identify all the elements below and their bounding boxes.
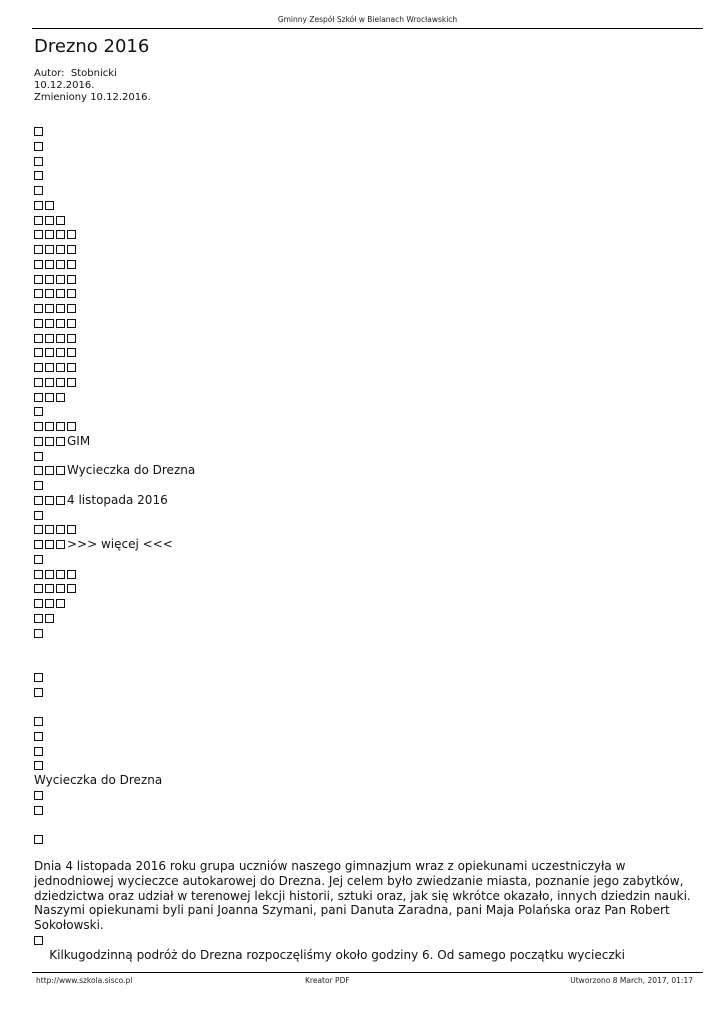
missing-glyph-icon (45, 393, 54, 402)
glyph-row-text: Wycieczka do Drezna (67, 463, 196, 478)
missing-glyph-icon (45, 216, 54, 225)
glyph-row (34, 360, 195, 375)
missing-glyph-icon (34, 127, 43, 136)
missing-glyph-icon (67, 348, 76, 357)
missing-glyph-icon (45, 230, 54, 239)
glyph-row (34, 817, 195, 832)
missing-glyph-icon (34, 289, 43, 298)
glyph-row (34, 345, 195, 360)
missing-glyph-icon (34, 393, 43, 402)
glyph-row (34, 596, 195, 611)
missing-glyph-icon (67, 319, 76, 328)
glyph-row (34, 537, 195, 552)
glyph-row-text: >>> więcej <<< (67, 537, 173, 551)
missing-glyph-icon (45, 319, 54, 328)
glyph-row (34, 626, 195, 641)
glyph-row (34, 758, 195, 773)
glyph-row (34, 434, 195, 449)
glyph-row (34, 286, 195, 301)
missing-glyph-icon (34, 835, 43, 844)
missing-glyph-icon (56, 570, 65, 579)
page-title: Drezno 2016 (34, 36, 150, 57)
missing-glyph-icon (34, 157, 43, 166)
missing-glyph-icon (56, 422, 65, 431)
glyph-row (34, 655, 195, 670)
missing-glyph-icon (56, 466, 65, 475)
missing-glyph-icon (34, 732, 43, 741)
missing-glyph-icon (45, 378, 54, 387)
missing-glyph-icon (56, 525, 65, 534)
missing-glyph-icon (45, 422, 54, 431)
missing-glyph-icon (56, 496, 65, 505)
missing-glyph-icon (34, 540, 43, 549)
paragraph-box (34, 933, 694, 948)
missing-glyph-icon (34, 496, 43, 505)
missing-glyph-icon (34, 378, 43, 387)
glyph-row (34, 404, 195, 419)
glyph-row (34, 316, 195, 331)
missing-glyph-icon (34, 936, 43, 945)
footer-generator: Kreator PDF (305, 976, 350, 985)
missing-glyph-icon (56, 245, 65, 254)
missing-glyph-icon (34, 304, 43, 313)
glyph-row (34, 419, 195, 434)
missing-glyph-icon (34, 806, 43, 815)
missing-glyph-icon (67, 422, 76, 431)
missing-glyph-icon (45, 437, 54, 446)
missing-glyph-icon (56, 348, 65, 357)
missing-glyph-icon (56, 599, 65, 608)
missing-glyph-icon (67, 304, 76, 313)
missing-glyph-icon (34, 673, 43, 682)
glyph-row (34, 699, 195, 714)
glyph-row (34, 522, 195, 537)
glyph-row (34, 272, 195, 287)
missing-glyph-icon (34, 260, 43, 269)
glyph-row (34, 670, 195, 685)
glyph-row (34, 581, 195, 596)
missing-glyph-icon (56, 540, 65, 549)
glyph-row-text: GIM (67, 433, 91, 448)
article-paragraph-continued: Kilkugodzinną podróż do Drezna rozpoczęliśmy około godziny 6. Od samego początku wycieczki (34, 948, 625, 962)
author-line: Autor: Stobnicki (34, 68, 117, 79)
missing-glyph-icon (67, 378, 76, 387)
missing-glyph-icon (67, 525, 76, 534)
header-rule (32, 28, 703, 29)
missing-glyph-icon (34, 525, 43, 534)
missing-glyph-icon (56, 334, 65, 343)
glyph-row (34, 714, 195, 729)
missing-glyph-icon (34, 717, 43, 726)
glyph-row (34, 463, 195, 478)
glyph-row (34, 449, 195, 464)
missing-glyph-icon (34, 275, 43, 284)
missing-glyph-icon (45, 363, 54, 372)
glyph-row (34, 803, 195, 818)
glyph-row (34, 493, 195, 508)
missing-glyph-icon (56, 437, 65, 446)
glyph-row (34, 832, 195, 847)
missing-glyph-icon (56, 378, 65, 387)
article-paragraph: Dnia 4 listopada 2016 roku grupa uczniów naszego gimnazjum wraz z opiekunami uczestniczyła w jednodniowej wycieczce autokarowej do Drezna. Jej celem było zwiedzanie miasta, poznanie jego zabytków, dziedzictwa oraz udział w terenowej lekcji historii, sztuki oraz, jak się wkrótce okazało, innych dziedzin nauki. Naszymi opiekunami byli pani Joanna Szymani, pani Danuta Zaradna, pani Maja Polańska oraz Pan Robert Sokołowski. (34, 859, 691, 932)
missing-glyph-icon (67, 260, 76, 269)
glyph-row (34, 744, 195, 759)
missing-glyph-block (34, 124, 195, 847)
missing-glyph-icon (34, 511, 43, 520)
missing-glyph-icon (34, 422, 43, 431)
glyph-row-text: 4 listopada 2016 (67, 492, 168, 507)
missing-glyph-icon (45, 275, 54, 284)
missing-glyph-icon (45, 334, 54, 343)
missing-glyph-icon (34, 466, 43, 475)
footer-rule (32, 972, 703, 973)
missing-glyph-icon (45, 260, 54, 269)
missing-glyph-icon (45, 201, 54, 210)
glyph-row (34, 198, 195, 213)
missing-glyph-icon (56, 584, 65, 593)
glyph-row (34, 242, 195, 257)
missing-glyph-icon (34, 452, 43, 461)
glyph-row (34, 640, 195, 655)
missing-glyph-icon (45, 466, 54, 475)
modified-date: Zmieniony 10.12.2016. (34, 92, 151, 103)
missing-glyph-icon (56, 304, 65, 313)
missing-glyph-icon (56, 319, 65, 328)
missing-glyph-icon (34, 201, 43, 210)
missing-glyph-icon (34, 230, 43, 239)
missing-glyph-icon (45, 348, 54, 357)
missing-glyph-icon (34, 437, 43, 446)
missing-glyph-icon (34, 555, 43, 564)
footer-created: Utworzono 8 March, 2017, 01:17 (570, 976, 693, 985)
missing-glyph-icon (45, 599, 54, 608)
glyph-row (34, 375, 195, 390)
missing-glyph-icon (67, 570, 76, 579)
missing-glyph-icon (67, 584, 76, 593)
glyph-row (34, 567, 195, 582)
glyph-row (34, 213, 195, 228)
missing-glyph-icon (45, 245, 54, 254)
missing-glyph-icon (45, 525, 54, 534)
glyph-row (34, 331, 195, 346)
missing-glyph-icon (56, 289, 65, 298)
missing-glyph-icon (34, 171, 43, 180)
missing-glyph-icon (34, 747, 43, 756)
missing-glyph-icon (67, 363, 76, 372)
glyph-row (34, 301, 195, 316)
missing-glyph-icon (34, 319, 43, 328)
glyph-row (34, 773, 195, 788)
missing-glyph-icon (56, 393, 65, 402)
missing-glyph-icon (34, 688, 43, 697)
glyph-row (34, 139, 195, 154)
article-meta (34, 68, 151, 104)
missing-glyph-icon (34, 186, 43, 195)
missing-glyph-icon (67, 334, 76, 343)
glyph-row (34, 685, 195, 700)
missing-glyph-icon (34, 791, 43, 800)
publish-date: 10.12.2016. (34, 80, 95, 91)
missing-glyph-icon (45, 496, 54, 505)
glyph-row (34, 508, 195, 523)
glyph-row (34, 168, 195, 183)
glyph-row-text: Wycieczka do Drezna (34, 773, 163, 787)
glyph-row (34, 124, 195, 139)
glyph-row (34, 390, 195, 405)
missing-glyph-icon (67, 275, 76, 284)
missing-glyph-icon (34, 348, 43, 357)
glyph-row (34, 154, 195, 169)
missing-glyph-icon (56, 363, 65, 372)
missing-glyph-icon (45, 614, 54, 623)
missing-glyph-icon (34, 407, 43, 416)
missing-glyph-icon (56, 260, 65, 269)
missing-glyph-icon (34, 629, 43, 638)
glyph-row (34, 788, 195, 803)
missing-glyph-icon (34, 245, 43, 254)
missing-glyph-icon (34, 761, 43, 770)
document-header: Gminny Zespół Szkół w Bielanach Wrocławskich (277, 15, 458, 24)
missing-glyph-icon (56, 275, 65, 284)
glyph-row (34, 729, 195, 744)
footer-url: http://www.szkola.sisco.pl (36, 976, 133, 985)
missing-glyph-icon (45, 540, 54, 549)
missing-glyph-icon (34, 599, 43, 608)
missing-glyph-icon (45, 584, 54, 593)
glyph-row (34, 227, 195, 242)
missing-glyph-icon (34, 584, 43, 593)
glyph-row (34, 183, 195, 198)
missing-glyph-icon (56, 230, 65, 239)
missing-glyph-icon (34, 481, 43, 490)
missing-glyph-icon (34, 334, 43, 343)
missing-glyph-icon (45, 570, 54, 579)
missing-glyph-icon (34, 614, 43, 623)
glyph-row (34, 257, 195, 272)
missing-glyph-icon (67, 245, 76, 254)
missing-glyph-icon (56, 216, 65, 225)
missing-glyph-icon (45, 304, 54, 313)
glyph-row (34, 552, 195, 567)
glyph-row (34, 611, 195, 626)
missing-glyph-icon (67, 289, 76, 298)
missing-glyph-icon (45, 289, 54, 298)
glyph-row (34, 478, 195, 493)
missing-glyph-icon (34, 363, 43, 372)
missing-glyph-icon (34, 570, 43, 579)
missing-glyph-icon (34, 142, 43, 151)
missing-glyph-icon (34, 216, 43, 225)
missing-glyph-icon (67, 230, 76, 239)
